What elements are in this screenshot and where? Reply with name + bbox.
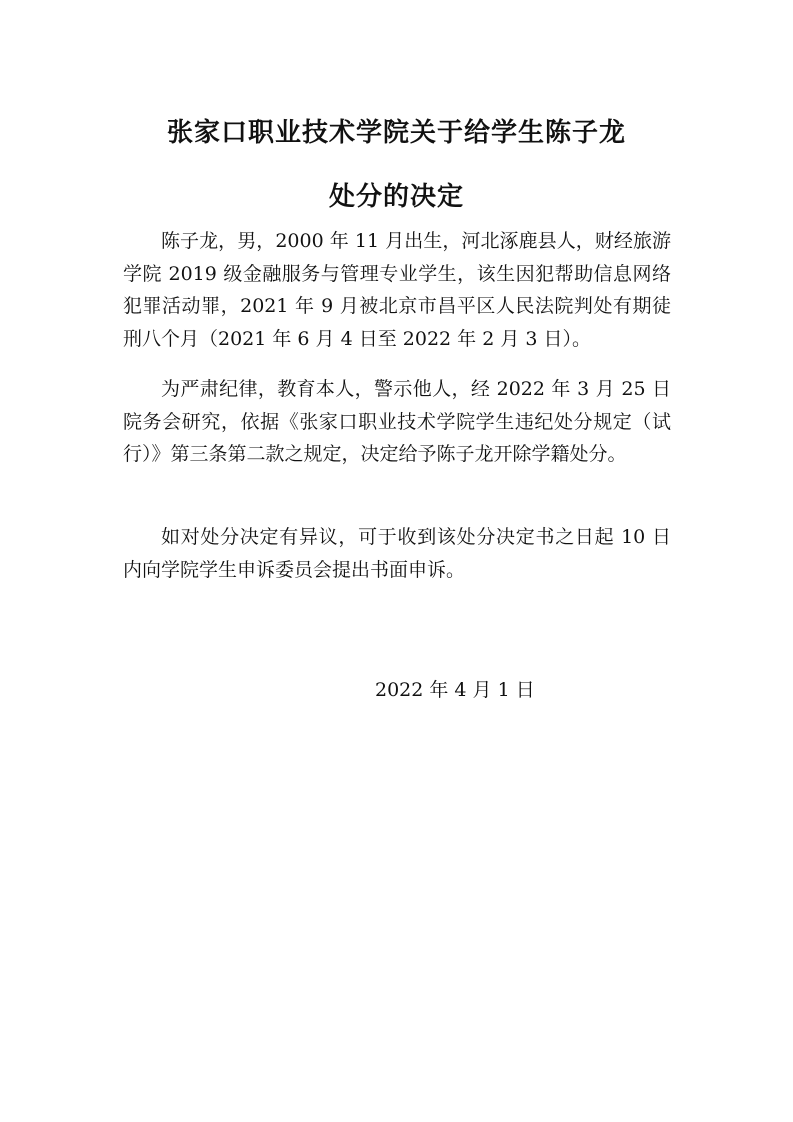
paragraph-student-info: 陈子龙，男，2000 年 11 月出生，河北涿鹿县人，财经旅游学院 2019 级金融服务与管理专业学生，该生因犯帮助信息网络犯罪活动罪，2021 年 9 月被北京市昌平区人民法院判处有期徒刑八个月（2021 年 6 月 4 日至 2022 年 2 月 3 日）。 — [123, 230, 671, 350]
paragraph-decision: 为严肃纪律，教育本人，警示他人，经 2022 年 3 月 25 日院务会研究，依据《张家口职业技术学院学生违纪处分规定（试行）》第三条第二款之规定，决定给予陈子龙开除学籍处分。 — [123, 378, 671, 465]
paragraph-appeal: 如对处分决定有异议，可于收到该处分决定书之日起 10 日内向学院学生申诉委员会提出书面申诉。 — [123, 526, 671, 581]
document-date: 2022 年 4 月 1 日 — [375, 679, 535, 701]
document-title-line-1: 张家口职业技术学院关于给学生陈子龙 — [166, 118, 626, 148]
document-title-line-2: 处分的决定 — [328, 182, 464, 212]
